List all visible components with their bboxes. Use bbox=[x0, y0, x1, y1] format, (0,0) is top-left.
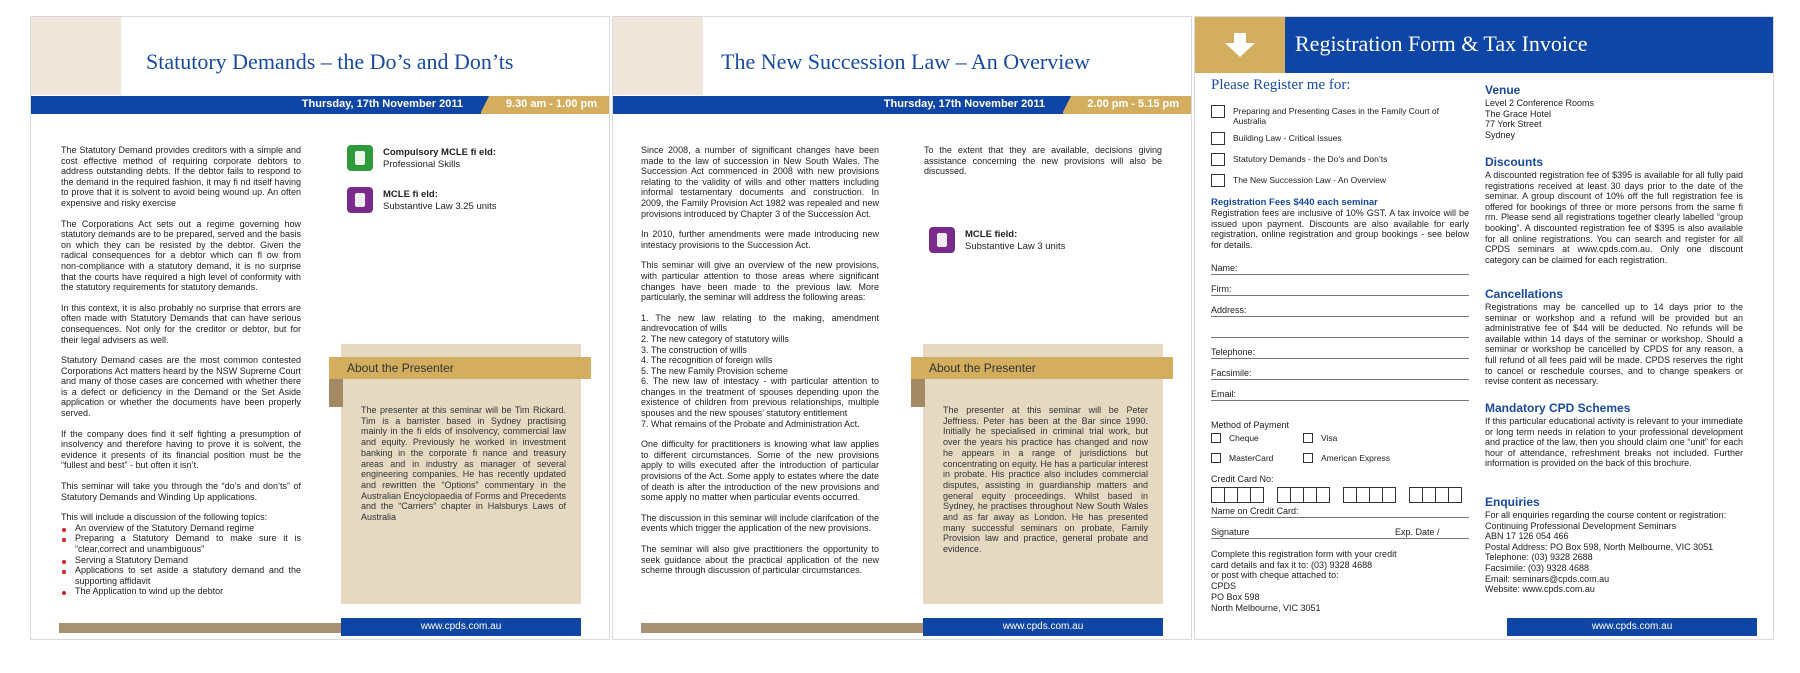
card-digit-box[interactable] bbox=[1382, 487, 1396, 503]
checkbox[interactable] bbox=[1211, 105, 1225, 118]
checkbox[interactable] bbox=[1303, 453, 1313, 463]
presenter-heading: About the Presenter bbox=[347, 361, 454, 375]
venue-line: 77 York Street bbox=[1485, 119, 1542, 130]
payment-label: Visa bbox=[1321, 433, 1338, 443]
payment-label: Cheque bbox=[1229, 433, 1259, 443]
payment-amex[interactable] bbox=[1303, 453, 1423, 465]
seminar-date: Thursday, 17th November 2011 bbox=[883, 98, 1045, 110]
field-label: Telephone: bbox=[1211, 347, 1256, 357]
panel-registration-form bbox=[1194, 16, 1774, 640]
paragraph: This will include a discussion of the following topics: bbox=[61, 512, 268, 523]
card-digit-box[interactable] bbox=[1290, 487, 1304, 503]
field-label: Facsimile: bbox=[1211, 368, 1252, 378]
expiry-date-label: Exp. Date / bbox=[1395, 527, 1440, 537]
website-link[interactable]: www.cpds.com.au bbox=[420, 621, 502, 632]
checkbox[interactable] bbox=[1211, 433, 1221, 443]
payment-mastercard[interactable] bbox=[1211, 453, 1311, 465]
paragraph: The Corporations Act sets out a regime governing how statutory demands are to be prepared, served and the basis on which they can be resisted by the debtor. Given the radical consequences for a debtor which can fl ow from non-compliance with a statutory demand, it is no surprise that the courts have required a high level of conformity with the statutory requirements for statutory demands. bbox=[61, 218, 301, 293]
checkbox[interactable] bbox=[1211, 132, 1225, 145]
instruction-line: CPDS bbox=[1211, 581, 1237, 592]
enquiry-line[interactable]: Website: www.cpds.com.au bbox=[1485, 584, 1595, 595]
card-digit-box[interactable] bbox=[1237, 487, 1251, 503]
section-heading: Enquiries bbox=[1485, 495, 1540, 509]
list-item: 6. The new law of intestacy - with particular attention to changes in the treatment of spouses depending upon the existence of children from previous relationships, multiple spouses and the new spouses’ statutory entitlement bbox=[641, 376, 879, 419]
paragraph: This seminar will give an overview of the new provisions, with particular attention to those areas where significant changes have been made to the previous law. More particularly, the seminar will address the following areas: bbox=[641, 260, 879, 303]
topic-list bbox=[61, 523, 301, 597]
seminar-description bbox=[641, 145, 879, 586]
card-digit-box[interactable] bbox=[1356, 487, 1370, 503]
enquiry-line: Facsimile: (03) 9328 4688 bbox=[1485, 562, 1590, 573]
card-digit-box[interactable] bbox=[1224, 487, 1238, 503]
payment-label: MasterCard bbox=[1229, 453, 1274, 463]
field-label: Address: bbox=[1211, 305, 1247, 315]
mcle-label: MCLE fi eld: bbox=[383, 189, 438, 200]
list-item: 3. The construction of wills bbox=[641, 344, 747, 355]
checkbox[interactable] bbox=[1211, 453, 1221, 463]
field-label: Name: bbox=[1211, 263, 1238, 273]
footer-website-bar bbox=[923, 618, 1163, 636]
presenter-bio: The presenter at this seminar will be Tim Rickard. Tim is a barrister based in Sydney practising mainly in the fi elds of insolvency, commercial law and equity. Previously he worked in investment banking in the corporate fi nance and treasury areas and in industry as manager of several engineering companies. He has recently updated and rewritten the “Options” commentary in the Australian Encyclopaedia of Forms and Precedents and the “Carriers” chapter in Halsburys Laws of Australia bbox=[361, 405, 566, 523]
seminar-time: 9.30 am - 1.00 pm bbox=[505, 98, 597, 110]
enquiries-section bbox=[1485, 495, 1743, 595]
card-digit-box[interactable] bbox=[1277, 487, 1291, 503]
gavel-icon bbox=[347, 187, 373, 213]
option-statutory-demands[interactable] bbox=[1211, 153, 1471, 169]
card-digit-box[interactable] bbox=[1409, 487, 1423, 503]
list-item: Applications to set aside a statutory demand and the supporting affidavit bbox=[61, 565, 301, 586]
field-label: Email: bbox=[1211, 389, 1237, 399]
signature-field[interactable] bbox=[1211, 527, 1469, 539]
card-digit-box[interactable] bbox=[1369, 487, 1383, 503]
discounts-section bbox=[1485, 155, 1743, 265]
signature-label: Signature bbox=[1211, 527, 1250, 537]
checkbox[interactable] bbox=[1303, 433, 1313, 443]
instruction-line: Complete this registration form with your credit card details and fax it to: (03) 9328 4688 bbox=[1211, 549, 1397, 570]
paragraph: The seminar will also give practitioners the opportunity to seek guidance about the practical application of the new scheme through discussion of particular circumstances. bbox=[641, 544, 879, 576]
field-label: Name on Credit Card: bbox=[1211, 506, 1299, 516]
seminar-time: 2.00 pm - 5.15 pm bbox=[1087, 98, 1179, 110]
card-digit-group[interactable] bbox=[1343, 487, 1395, 503]
mcle-field bbox=[929, 227, 1129, 257]
heading-fold bbox=[911, 379, 925, 407]
heading-fold bbox=[329, 379, 343, 407]
mcle-label: Compulsory MCLE fi eld: bbox=[383, 147, 496, 158]
credit-card-label: Credit Card No: bbox=[1211, 474, 1274, 484]
seminar-date: Thursday, 17th November 2011 bbox=[301, 98, 463, 110]
venue-text bbox=[1485, 98, 1743, 140]
section-heading: Cancellations bbox=[1485, 287, 1564, 301]
card-digit-group[interactable] bbox=[1277, 487, 1329, 503]
mcle-text bbox=[383, 147, 496, 171]
checkbox[interactable] bbox=[1211, 153, 1225, 166]
presenter-heading: About the Presenter bbox=[929, 361, 1036, 375]
presenter-heading-bar bbox=[329, 357, 591, 379]
registration-header bbox=[1195, 17, 1774, 73]
payment-visa[interactable] bbox=[1303, 433, 1403, 445]
paragraph: Since 2008, a number of significant changes have been made to the law of succession in New South Wales. The Succession Act commenced in 2008 with new provisions relating to the validity of wills and other matters including informal testamentary documents and construction. In 2009, the Family Provision Act 1982 was repealed and new provisions introduced by Chapter 3 of the Succession Act. bbox=[641, 145, 879, 219]
gavel-icon bbox=[929, 227, 955, 253]
paragraph: If the company does find it self fighting a presumption of insolvency and therefore having to prove it is solvent, the evidence it presents of its financial position must be the “fullest and best” - but often it isn’t. bbox=[61, 428, 301, 471]
mcle-field bbox=[347, 187, 547, 217]
pencil-icon bbox=[347, 145, 373, 171]
arrow-tip bbox=[1225, 43, 1255, 57]
card-digit-box[interactable] bbox=[1343, 487, 1357, 503]
venue-line: Level 2 Conference Rooms bbox=[1485, 98, 1595, 108]
card-digit-box[interactable] bbox=[1435, 487, 1449, 503]
enquiries-text bbox=[1485, 510, 1743, 595]
enquiry-line: Continuing Professional Development Seminars bbox=[1485, 520, 1677, 531]
list-item: 4. The recognition of foreign wills bbox=[641, 355, 773, 366]
footer-strip bbox=[59, 623, 341, 633]
list-item: 7. What remains of the Probate and Administration Act. bbox=[641, 418, 860, 429]
card-digit-box[interactable] bbox=[1250, 487, 1264, 503]
section-heading: Discounts bbox=[1485, 155, 1544, 169]
submission-instructions bbox=[1211, 549, 1411, 613]
enquiry-line: Postal Address: PO Box 598, North Melbourne, VIC 3051 bbox=[1485, 541, 1714, 552]
footer-website-bar bbox=[341, 618, 581, 636]
name-on-card-field[interactable] bbox=[1211, 506, 1469, 518]
section-text: Registrations may be cancelled up to 14 days prior to the seminar or workshop and a refund will be provided but an administrative fee of $44 will be deducted. No refunds will be available within 14 days of the seminar or workshop. Should a seminar or workshop be cancelled by CPDS for any reason, a full refund of all fees paid will be made. CPDS reserves the right to cancel or reschedule courses, and to change speakers or revise content as necessary. bbox=[1485, 302, 1743, 387]
field-label: Firm: bbox=[1211, 284, 1232, 294]
page-title: Registration Form & Tax Invoice bbox=[1295, 31, 1588, 56]
fees-text: Registration fees are inclusive of 10% GST. A tax invoice will be issued upon payment. Discounts are also available for early registration, online registration and group bookings - see below for details. bbox=[1211, 208, 1469, 250]
venue-line: The Grace Hotel bbox=[1485, 108, 1552, 119]
list-item: Preparing a Statutory Demand to make sure it is “clear,correct and unambiguous” bbox=[61, 533, 301, 554]
arrow-down-icon bbox=[1225, 33, 1255, 57]
option-family-court[interactable] bbox=[1211, 105, 1471, 129]
list-item: Serving a Statutory Demand bbox=[61, 555, 301, 566]
payment-method-title: Method of Payment bbox=[1211, 420, 1290, 430]
paragraph: Statutory Demand cases are the most common contested Corporations Act matters heard by the NSW Supreme Court and many of those cases are concerned with whether there is a defect or deficiency in the Demand or the Set Aside application or whether the documents have been properly served. bbox=[61, 355, 301, 419]
venue-line: Sydney bbox=[1485, 129, 1516, 140]
website-link[interactable]: www.cpds.com.au bbox=[1002, 621, 1084, 632]
option-label: The New Succession Law - An Overview bbox=[1233, 175, 1387, 185]
arrow-stem bbox=[1234, 33, 1246, 43]
date-bar-notch bbox=[480, 96, 489, 114]
card-digit-box[interactable] bbox=[1422, 487, 1436, 503]
mcle-value: Professional Skills bbox=[383, 159, 461, 170]
paragraph: The Statutory Demand provides creditors with a simple and cost effective method of requiring corporate debtors to address outstanding debts. If the debtor fails to respond to the demand in the required fashion, it may fi nd itself having to prove that it is solvent to avoid being wound up. An often expensive and risky exercise bbox=[61, 145, 301, 208]
paragraph: This seminar will take you through the “do’s and don’ts” of Statutory Demands and Winding Up applications. bbox=[61, 481, 301, 502]
option-label: Preparing and Presenting Cases in the Family Court of Australia bbox=[1233, 106, 1439, 126]
card-digit-box[interactable] bbox=[1448, 487, 1462, 503]
fees-title: Registration Fees $440 each seminar bbox=[1211, 197, 1378, 208]
panel-statutory-demands bbox=[30, 16, 610, 640]
presenter-heading-bar bbox=[911, 357, 1173, 379]
section-text: If this particular educational activity is relevant to your immediate or long term needs in relation to your professional development and practice of the law, then you should claim one “unit” for each hour of attendance, refreshment breaks not included. Further information is provided on the back of this brochure. bbox=[1485, 416, 1743, 469]
firm-field[interactable] bbox=[1211, 284, 1469, 296]
address-field[interactable] bbox=[1211, 305, 1469, 317]
enquiry-line: For all enquiries regarding the course content or registration: bbox=[1485, 510, 1727, 520]
list-item: An overview of the Statutory Demand regime bbox=[61, 523, 301, 534]
mcle-value: Substantive Law 3 units bbox=[965, 241, 1066, 252]
instruction-line: PO Box 598 bbox=[1211, 591, 1260, 602]
enquiry-line: ABN 17 126 054 466 bbox=[1485, 531, 1569, 542]
paragraph: In this context, it is also probably no surprise that errors are often made with Statutory Demands that can have serious consequences. Not only for the creditor or debtor, but for their legal advisers as well. bbox=[61, 302, 301, 345]
website-link[interactable]: www.cpds.com.au bbox=[1591, 621, 1673, 632]
date-bar-notch bbox=[1062, 96, 1071, 114]
payment-label: American Express bbox=[1321, 453, 1390, 463]
corner-block bbox=[613, 17, 703, 95]
footer-strip bbox=[641, 623, 923, 633]
paragraph: In 2010, further amendments were made introducing new intestacy provisions to the Succession Act. bbox=[641, 229, 879, 250]
address-field-2[interactable] bbox=[1211, 326, 1469, 338]
card-digit-box[interactable] bbox=[1303, 487, 1317, 503]
date-bar bbox=[613, 96, 1192, 114]
list-item: 2. The new category of statutory wills bbox=[641, 333, 789, 344]
enquiry-line[interactable]: Email: seminars@cpds.com.au bbox=[1485, 573, 1610, 584]
enquiry-line: Telephone: (03) 9328 2688 bbox=[1485, 552, 1593, 563]
mcle-value: Substantive Law 3.25 units bbox=[383, 201, 497, 212]
mcle-compulsory bbox=[347, 145, 547, 175]
payment-cheque[interactable] bbox=[1211, 433, 1311, 445]
seminar-description bbox=[61, 145, 301, 597]
list-item: 1. The new law relating to the making, amendment andrevocation of wills bbox=[641, 312, 879, 334]
right-column-text: To the extent that they are available, decisions giving assistance concerning the new provisions will also be discussed. bbox=[924, 145, 1162, 177]
checkbox[interactable] bbox=[1211, 174, 1225, 187]
option-building-law[interactable] bbox=[1211, 132, 1471, 148]
section-text: A discounted registration fee of $395 is available for all fully paid registrations received at least 30 days prior to the date of the seminar. A group discount of 10% off the full registration fee is offered for bookings of three or more persons from the same fi rm. Please send all registrations together clearly labelled “group booking”. A discounted registration fee of $395 is also available for all online registrations. You can search and register for all CPDS seminars at www.cpds.com.au. Only one discount category can be claimed for each registration. bbox=[1485, 170, 1743, 265]
register-heading: Please Register me for: bbox=[1211, 77, 1351, 93]
date-bar bbox=[31, 96, 610, 114]
presenter-bio: The presenter at this seminar will be Peter Jeffriess. Peter has been at the Bar since 1990. Initially he specialised in criminal trial work, but over the years his practice has changed and now he appears in a range of jurisdictions but concentrating on equity. He has a particular interest in probate. His practice also includes commercial disputes, assisting in guardianship matters and general equity proceedings. Whilst based in Sydney, he practises throughout New South Wales and as far away as London. He has presented many successful seminars on probate, Family Provision law and practice, general probate and evidence. bbox=[943, 405, 1148, 555]
option-label: Building Law - Critical Issues bbox=[1233, 133, 1342, 143]
facsimile-field[interactable] bbox=[1211, 368, 1469, 380]
venue-section bbox=[1485, 83, 1743, 140]
page-title: The New Succession Law – An Overview bbox=[721, 49, 1091, 74]
telephone-field[interactable] bbox=[1211, 347, 1469, 359]
mcle-label: MCLE field: bbox=[965, 229, 1018, 240]
option-label: Statutory Demands - the Do’s and Don’ts bbox=[1233, 154, 1388, 164]
cpd-section bbox=[1485, 401, 1743, 469]
section-heading: Mandatory CPD Schemes bbox=[1485, 401, 1631, 415]
mcle-text bbox=[965, 229, 1065, 253]
option-succession-law[interactable] bbox=[1211, 174, 1471, 190]
email-field[interactable] bbox=[1211, 389, 1469, 401]
card-digit-group[interactable] bbox=[1211, 487, 1263, 503]
instruction-line: North Melbourne, VIC 3051 bbox=[1211, 602, 1321, 613]
footer-website-bar bbox=[1507, 618, 1757, 636]
card-digit-box[interactable] bbox=[1211, 487, 1225, 503]
name-field[interactable] bbox=[1211, 263, 1469, 275]
corner-block bbox=[31, 17, 121, 95]
card-digit-box[interactable] bbox=[1316, 487, 1330, 503]
instruction-line: or post with cheque attached to: bbox=[1211, 570, 1339, 581]
panel-succession-law bbox=[612, 16, 1192, 640]
paragraph: The discussion in this seminar will include clarifcation of the events which trigger the application of the new provisions. bbox=[641, 512, 879, 534]
list-item: 5. The new Family Provision scheme bbox=[641, 365, 788, 376]
list-item: The Application to wind up the debtor bbox=[61, 586, 301, 597]
mcle-text bbox=[383, 189, 497, 213]
section-heading: Venue bbox=[1485, 83, 1521, 97]
areas-list bbox=[641, 313, 879, 430]
paragraph: One difficulty for practitioners is knowing what law applies to different circumstances. Some of the new provisions apply to wills executed after the introduction of particular provisions of the Act. Some apply to estates where the date of death is after the introduction of the new provisions and some apply no matter when particular events occurred. bbox=[641, 439, 879, 503]
cancellations-section bbox=[1485, 287, 1743, 387]
page-title: Statutory Demands – the Do’s and Don’ts bbox=[146, 49, 514, 74]
card-digit-group[interactable] bbox=[1409, 487, 1461, 503]
